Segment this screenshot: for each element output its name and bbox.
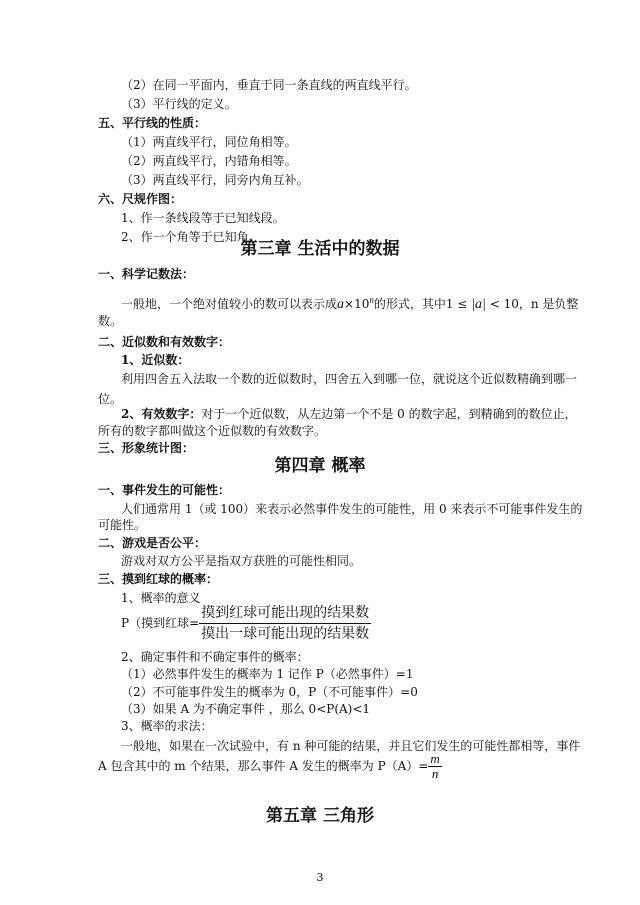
subsection-heading: 2、有效数字： [121, 407, 202, 421]
formula-line [121, 290, 578, 315]
text-line: 3、概率的求法： [121, 719, 213, 733]
text-line: （2）在同一平面内，垂直于同一条直线的两直线平行。 [121, 78, 417, 92]
times-ten: ×10 [344, 297, 370, 311]
text-line: （3）如果 A 为不确定事件 ，那么 0<P(A)<1 [121, 702, 371, 716]
exponent-n: n [369, 295, 374, 305]
chapter-title: 第五章 三角形 [266, 806, 374, 826]
fraction-numerator: 摸到红球可能出现的结果数 [199, 604, 371, 624]
text-line: 位。 [98, 392, 123, 406]
text-line: 数。 [98, 314, 123, 328]
fraction [199, 604, 371, 643]
section-heading: 一、事件发生的可能性： [98, 483, 231, 497]
text-line: 1、概率的意义 [121, 591, 201, 605]
ineq-right: < 10 [485, 297, 519, 311]
section-heading: 六、尺规作图： [98, 192, 183, 206]
section-heading: 二、近似数和有效数字： [98, 335, 231, 349]
abs-a: |a| [471, 297, 486, 312]
subsection-heading: 1、近似数： [121, 353, 190, 367]
chapter-title: 第四章 概率 [274, 456, 366, 476]
text-line: 2、确定事件和不确定事件的概率： [121, 650, 309, 664]
text-span: 对于一个近似数，从左边第一个不是 0 的数字起，到精确到的数位止， [201, 407, 577, 421]
text-line: 人们通常用 1（或 100）来表示必然事件发生的可能性，用 0 来表示不可能事件发生的 [121, 502, 583, 516]
fraction-denominator: n [431, 766, 439, 781]
text-line: 2、作一个角等于已知角。 [121, 230, 261, 244]
text-line: 游戏对双方公平是指双方获胜的可能性相同。 [121, 554, 362, 568]
text-span: 一般地，一个绝对值较小的数可以表示成 [121, 297, 338, 311]
var-a: a [337, 297, 345, 312]
section-heading: 五、平行线的性质： [98, 116, 207, 130]
text-line: （2）不可能事件发生的概率为 0，P（不可能事件）=0 [121, 685, 418, 699]
text-line: （1）两直线平行，同位角相等。 [121, 135, 297, 149]
section-heading: 三、形象统计图： [98, 441, 195, 455]
section-heading: 二、游戏是否公平： [98, 536, 207, 550]
text-line [121, 406, 577, 422]
fraction-denominator: 摸出一球可能出现的结果数 [201, 626, 370, 642]
fraction-m-over-n [428, 752, 441, 781]
text-span: 的形式，其中 [373, 297, 446, 311]
section-heading: 一、科学记数法： [98, 267, 195, 281]
text-span: A 包含其中的 m 个结果，那么事件 A 发生的概率为 P（A）= [98, 759, 429, 773]
page-number: 3 [316, 871, 324, 884]
probability-formula [121, 604, 371, 643]
text-line: 所有的数字都叫做这个近似数的有效数字。 [98, 424, 327, 438]
text-line: 可能性。 [98, 518, 147, 532]
text-line: 1、作一条线段等于已知线段。 [121, 211, 285, 225]
text-line: （1）必然事件发生的概率为 1 记作 P（必然事件）=1 [121, 667, 414, 681]
text-line [98, 752, 442, 781]
text-span: ，n 是负整 [518, 297, 579, 311]
text-line: 利用四舍五入法取一个数的近似数时，四舍五入到哪一位，就说这个近似数精确到哪一 [121, 372, 578, 386]
fraction-numerator: m [430, 751, 440, 766]
text-line: （2）两直线平行，内错角相等。 [121, 154, 297, 168]
formula-lhs: P（摸到红球= [121, 616, 200, 630]
ineq-left: 1 ≤ [445, 297, 472, 311]
section-heading: 三、摸到红球的概率： [98, 572, 219, 586]
chapter-title: 第三章 生活中的数据 [240, 239, 400, 259]
text-line: （3）两直线平行，同旁内角互补。 [121, 173, 309, 187]
text-line: （3）平行线的定义。 [121, 97, 237, 111]
text-line: 一般地，如果在一次试验中，有 n 种可能的结果，并且它们发生的可能性都相等，事件 [121, 739, 581, 753]
